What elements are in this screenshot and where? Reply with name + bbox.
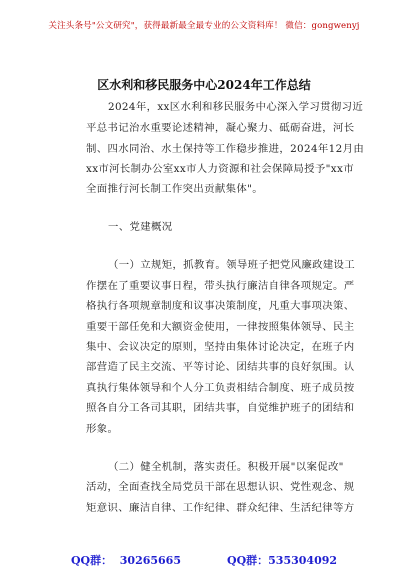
paragraph-line: 形象。 [86,423,119,435]
paragraph-line: 制、四水同治、水土保持等工作稳步推进，2024年12月由 [86,143,365,155]
paragraph-line: 作摆在了重要议事日程，带头执行廉洁自律各项规定。严 [86,280,355,292]
header-banner: 关注头条号"公文研究"，获得最新最全最专业的公文资料库！ 微信：gongwenyj [48,21,360,31]
paragraph-line: 2024年，xx区水利和移民服务中心深入学习贯彻习近 [108,101,364,113]
paragraph-line: （二）健全机制，落实责任。积极开展"以案促改" [108,461,344,473]
paragraph-line: 平总书记治水重要论述精神，凝心聚力、砥砺奋进，河长 [86,122,355,134]
footer-qq-1: QQ群： 30265665 [70,554,181,567]
paragraph-line: xx市河长制办公室xx市人力资源和社会保障局授予"xx市 [86,163,354,175]
paragraph-line: 全面推行河长制工作突出贡献集体"。 [86,183,263,195]
document-title: 区水利和移民服务中心2024年工作总结 [97,78,311,92]
paragraph-line: 矩意识、廉洁自律、工作纪律、群众纪律、生活纪律等方 [86,502,355,514]
paragraph-line: 部营造了民主交流、平等讨论、团结共事的良好氛围。认 [86,361,355,373]
footer-spacer [185,554,223,567]
paragraph-line: 重要干部任免和大额资金使用，一律按照集体领导、民主 [86,321,355,333]
paragraph-line: 活动，全面查找全局党员干部在思想认识、党性观念、规 [86,481,355,493]
footer-qq-groups [0,552,408,568]
paragraph-line: 集中、会议决定的原则，坚持由集体讨论决定，在班子内 [86,341,355,353]
paragraph-line: 格执行各项规章制度和议事决策制度，凡重大事项决策、 [86,300,355,312]
section-heading: 一、党建概况 [108,221,173,233]
paragraph-line: （一）立规矩，抓教育。领导班子把党风廉政建设工 [108,259,356,271]
paragraph-line: 真执行集体领导和个人分工负责相结合制度、班子成员按 [86,382,355,394]
footer-qq-2: QQ群：535304092 [226,554,338,567]
paragraph-line: 照各自分工各司其职，团结共事，自觉维护班子的团结和 [86,402,355,414]
